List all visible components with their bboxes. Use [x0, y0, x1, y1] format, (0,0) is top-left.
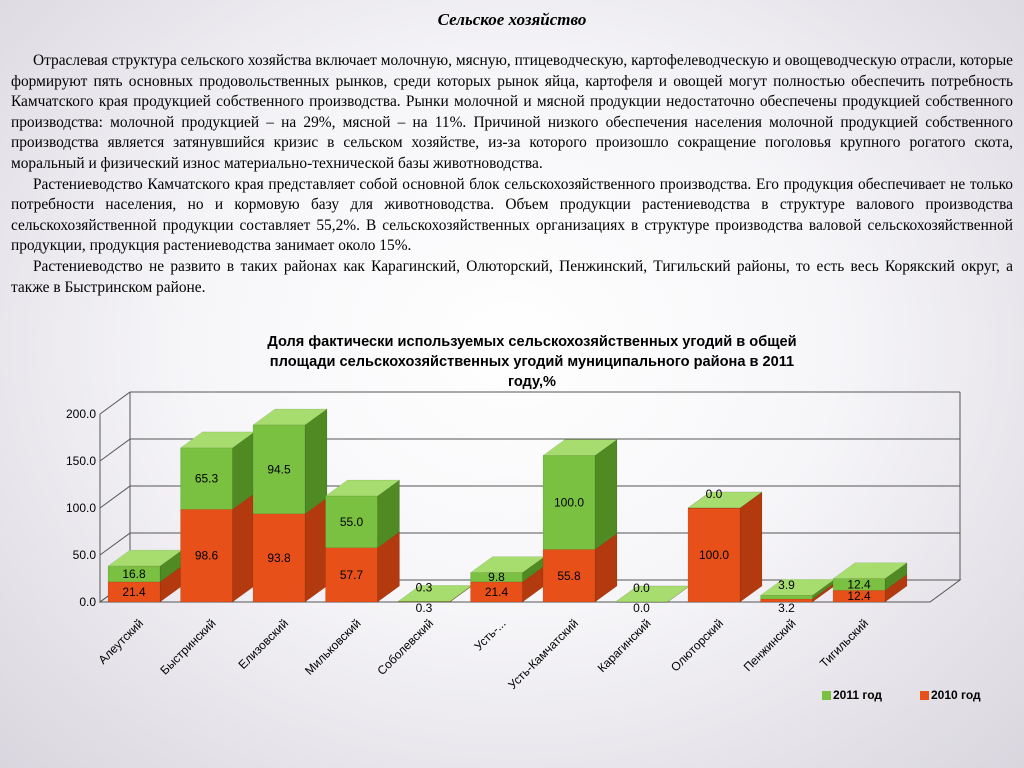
y-tick-label-1: 50.0: [72, 548, 96, 562]
bar-2011-3: [326, 480, 400, 548]
x-tick-label-9: Пенжинский: [740, 616, 799, 675]
data-label-2010-5: 21.4: [484, 584, 509, 599]
x-tick-label-5: Усть-...: [471, 616, 509, 654]
data-label-2011-0: 16.8: [122, 566, 146, 581]
chart-legend: [822, 688, 981, 702]
x-tick-label-3: Мильковский: [302, 616, 364, 678]
data-label-2010-8: 100.0: [698, 548, 730, 562]
x-tick-label-7: Карагинский: [594, 616, 654, 676]
y-tick-label-2: 100.0: [65, 501, 96, 515]
x-tick-label-6: Усть-Камчатский: [505, 616, 582, 693]
bar-2011-2: [253, 409, 327, 514]
gridline-side-2: [100, 486, 130, 508]
data-label-2010-10: 12.4: [847, 589, 871, 604]
gridline-side-3: [100, 439, 130, 461]
data-label-2010-1: 98.6: [194, 548, 219, 563]
y-tick-label-4: 200.0: [65, 407, 96, 421]
data-label-2011-6: 100.0: [553, 495, 585, 510]
bar-2010-8: [688, 492, 762, 602]
legend-label-2010: 2010 год: [931, 688, 981, 702]
legend-swatch-2010: [920, 691, 929, 700]
data-label-2011-7: 0.0: [633, 581, 650, 595]
data-label-2010-3: 57.7: [339, 567, 364, 582]
data-label-2010-2: 93.8: [267, 550, 291, 565]
y-tick-label-3: 150.0: [65, 454, 96, 468]
bar-2011-7: [616, 586, 690, 602]
data-label-2011-10: 12.4: [847, 577, 871, 592]
data-label-2010-0: 21.4: [122, 584, 146, 599]
data-label-2011-5: 9.8: [488, 569, 505, 584]
legend-item-2011: [822, 688, 882, 702]
bar-2011-4: [398, 585, 472, 601]
x-tick-label-8: Олюторский: [667, 616, 727, 675]
data-label-2011-4: 0.3: [415, 580, 433, 595]
paragraph-livestock: Отраслевая структура сельского хозяйства включает молочную, мясную, птицеводческую, картофелеводческую и овощеводческую отрасли, которые формируют пять основных продовольственных рынков, среди которых рынок яйца, картофеля и овощей могут полностью обеспечить потребность Камчатского края продукцией собственного производства. Рынки молочной и мясной продукции недостаточно обеспечены продукцией собственного производства: молочной продукцией – на 29%, мясной – на 11%. Причиной низкого обеспечения населения молочной продукцией собственного производства является затянувшийся кризис в сельском хозяйстве, из-за которого произошло сокращение поголовья крупного рогатого скота, моральный и физический износ материально-технической базы животноводства.: [11, 52, 1013, 172]
slide-title: Сельское хозяйство: [437, 10, 587, 29]
data-label-2010-9: 3.2: [778, 601, 795, 615]
paragraph-undeveloped: Растениеводство не развито в таких районах как Карагинский, Олюторский, Пенжинский, Тигильский районы, то есть весь Корякский округ, а также в Быстринском районе.: [11, 257, 1013, 296]
y-tick-label-0: 0.0: [79, 595, 96, 609]
data-label-2010-6: 55.8: [557, 568, 581, 583]
chart-title: Доля фактически используемых сельскохозяйственных угодий в общей площади сельскохозяйственных угодий муниципального района в 2011 году,%: [267, 334, 797, 390]
x-tick-label-2: Елизовский: [235, 616, 292, 672]
data-label-2010-7: 0.0: [633, 601, 650, 615]
gridline-side-4: [100, 392, 130, 414]
data-label-2010-4: 0.3: [415, 601, 433, 615]
legend-label-2011: 2011 год: [833, 688, 882, 702]
bar-2011-9: [761, 579, 835, 599]
bar-2011-1: [181, 432, 255, 509]
data-label-2011-3: 55.0: [339, 514, 364, 529]
bar-2011-6: [543, 440, 617, 550]
x-tick-label-1: Быстринский: [157, 616, 219, 678]
data-label-2011-2: 94.5: [267, 462, 291, 477]
bar-2010-1: [181, 493, 255, 602]
x-tick-label-10: Тигильский: [817, 616, 872, 671]
data-label-2011-8: 0.0: [705, 487, 723, 501]
gridline-side-1: [100, 533, 130, 555]
x-tick-label-4: Соболевский: [374, 616, 437, 678]
data-label-2011-1: 65.3: [194, 471, 219, 486]
legend-item-2010: [920, 688, 981, 702]
data-label-2011-9: 3.9: [778, 577, 795, 592]
legend-swatch-2011: [822, 691, 831, 700]
paragraph-crops: Растениеводство Камчатского края представляет собой основной блок сельскохозяйственного производства. Его продукция обеспечивает не только потребности населения, но и кормовую базу для животноводства. Объем продукции растениеводства в структуре валового производства сельскохозяйственной продукции составляет 55,2%. В сельскохозяйственных организациях в структуре производства валовой сельскохозяйственной продукции, продукция растениеводства занимает около 15%.: [11, 175, 1013, 255]
x-tick-label-0: Алеутский: [95, 616, 147, 667]
